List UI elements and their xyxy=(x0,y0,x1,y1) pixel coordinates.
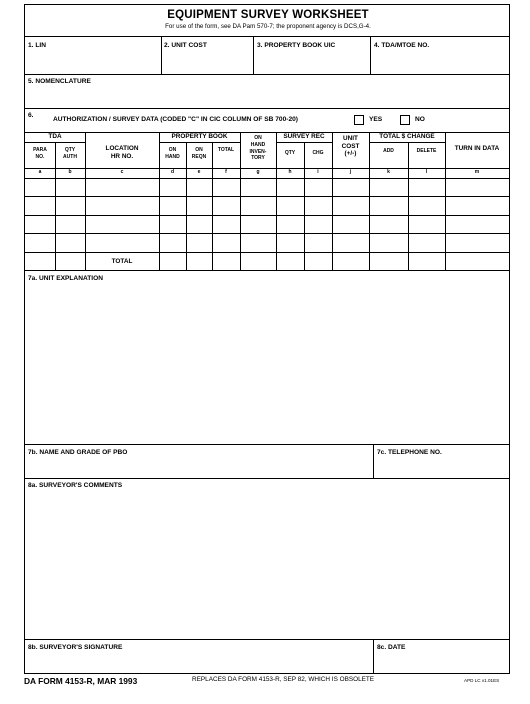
qty-auth-header-line1: QTY xyxy=(64,147,76,153)
on-reqn-header xyxy=(186,147,212,161)
total-row-cell[interactable] xyxy=(333,253,369,270)
table-row-cell[interactable] xyxy=(86,216,159,233)
form-subtitle: For use of the form, see DA Pam 570-7; the proponent agency is DCS,G-4. xyxy=(165,23,371,30)
unit-explanation-label: 7a. UNIT EXPLANATION xyxy=(28,275,103,282)
table-row-cell[interactable] xyxy=(26,197,55,215)
unit-cost-field[interactable] xyxy=(162,52,252,72)
inventory-header-line2: HAND xyxy=(250,141,266,148)
on-hand-header xyxy=(159,147,186,161)
divider xyxy=(369,142,445,143)
lin-field[interactable] xyxy=(26,52,160,72)
total-row-cell[interactable] xyxy=(187,253,212,270)
total-row-cell[interactable] xyxy=(241,253,276,270)
col-letter-k: k xyxy=(387,169,390,175)
qty-auth-header xyxy=(55,147,85,161)
table-row-cell[interactable] xyxy=(305,234,332,252)
divider xyxy=(25,108,509,109)
total-row-cell[interactable] xyxy=(160,253,186,270)
table-row-cell[interactable] xyxy=(409,197,445,215)
table-row-cell[interactable] xyxy=(213,216,240,233)
col-letter-b: b xyxy=(68,169,72,175)
table-row-cell[interactable] xyxy=(446,197,509,215)
table-row-cell[interactable] xyxy=(56,216,85,233)
table-row-cell[interactable] xyxy=(187,179,212,196)
on-reqn-header-line2: REQN xyxy=(191,154,207,160)
divider xyxy=(25,639,509,640)
property-book-uic-label: 3. PROPERTY BOOK UIC xyxy=(257,42,336,49)
nomenclature-label: 5. NOMENCLATURE xyxy=(28,78,91,85)
para-no-header-line1: PARA xyxy=(33,147,47,153)
table-row-cell[interactable] xyxy=(277,197,304,215)
form-title: EQUIPMENT SURVEY WORKSHEET xyxy=(167,9,369,21)
total-row-cell[interactable] xyxy=(409,253,445,270)
tda-mtoe-field[interactable] xyxy=(371,52,508,72)
date-label: 8c. DATE xyxy=(377,644,406,651)
table-row-cell[interactable] xyxy=(160,179,186,196)
table-row-cell[interactable] xyxy=(187,216,212,233)
col-letter-j: j xyxy=(349,169,352,175)
inventory-header-line1: ON xyxy=(254,135,262,141)
table-row-cell[interactable] xyxy=(305,179,332,196)
location-header-line1: LOCATION xyxy=(105,145,139,152)
table-row-cell[interactable] xyxy=(333,197,369,215)
authorization-survey-label: AUTHORIZATION / SURVEY DATA (CODED "C" IN CIC COLUMN OF SB 700-20) xyxy=(53,116,298,123)
table-row-cell[interactable] xyxy=(213,234,240,252)
total-change-group-header: TOTAL $ CHANGE xyxy=(379,133,435,140)
col-letter-e: e xyxy=(197,169,201,175)
delete-header: DELETE xyxy=(416,148,437,154)
equipment-survey-form xyxy=(24,4,510,674)
col-letter-c: c xyxy=(120,169,124,175)
table-row-cell[interactable] xyxy=(370,197,408,215)
surveyor-comments-field[interactable] xyxy=(26,492,508,637)
on-reqn-header-line1: ON xyxy=(195,147,203,153)
table-row-cell[interactable] xyxy=(26,216,55,233)
col-letter-i: i xyxy=(317,169,319,175)
table-row-cell[interactable] xyxy=(56,179,85,196)
col-letter-d: d xyxy=(170,169,175,175)
table-row-cell[interactable] xyxy=(160,234,186,252)
table-row-cell[interactable] xyxy=(305,197,332,215)
nomenclature-field[interactable] xyxy=(26,88,508,106)
yes-checkbox[interactable] xyxy=(354,115,364,125)
table-row-cell[interactable] xyxy=(187,197,212,215)
total-row-cell[interactable] xyxy=(26,253,55,270)
on-hand-header-line2: HAND xyxy=(165,154,180,160)
inventory-header-line4: TORY xyxy=(251,155,265,162)
col-letter-m: m xyxy=(474,169,480,175)
section-6-number: 6. xyxy=(28,112,34,119)
table-row-cell[interactable] xyxy=(213,179,240,196)
tda-group-header: TDA xyxy=(48,133,62,140)
divider xyxy=(25,74,509,75)
pb-total-header: TOTAL xyxy=(217,147,235,153)
table-row-cell[interactable] xyxy=(213,197,240,215)
table-row-cell[interactable] xyxy=(333,234,369,252)
divider xyxy=(25,270,509,271)
table-row-cell[interactable] xyxy=(446,234,509,252)
table-row-cell[interactable] xyxy=(370,216,408,233)
inventory-header-line3: INVEN- xyxy=(249,148,267,155)
no-label: NO xyxy=(415,116,425,123)
turn-in-data-header: TURN IN DATA xyxy=(454,145,500,152)
version-label: APD LC v1.01ES xyxy=(464,678,500,683)
on-hand-header-line1: ON xyxy=(168,147,177,153)
property-book-uic-field[interactable] xyxy=(254,52,369,72)
para-no-header-line2: NO. xyxy=(35,154,45,160)
total-row-label: TOTAL xyxy=(111,258,133,265)
divider xyxy=(159,142,240,143)
add-header: ADD xyxy=(383,148,394,154)
pbo-name-grade-label: 7b. NAME AND GRADE OF PBO xyxy=(28,449,128,456)
table-row-cell[interactable] xyxy=(86,234,159,252)
telephone-field[interactable] xyxy=(374,459,508,476)
qty-auth-header-line2: AUTH xyxy=(63,154,77,160)
survey-qty-header: QTY xyxy=(284,150,296,156)
total-row-cell[interactable] xyxy=(446,253,509,270)
table-row-cell[interactable] xyxy=(305,216,332,233)
tda-mtoe-label: 4. TDA/MTOE NO. xyxy=(374,42,430,49)
no-checkbox[interactable] xyxy=(400,115,410,125)
lin-label: 1. LIN xyxy=(28,42,46,49)
on-hand-inventory-header xyxy=(240,135,276,162)
table-row-cell[interactable] xyxy=(26,234,55,252)
table-row-cell[interactable] xyxy=(333,179,369,196)
unit-cost-header-line2: COST xyxy=(341,142,360,150)
col-letter-g: g xyxy=(256,169,260,175)
table-row-cell[interactable] xyxy=(370,179,408,196)
col-letter-l: l xyxy=(425,169,428,175)
total-row-cell[interactable] xyxy=(56,253,85,270)
table-row-cell[interactable] xyxy=(187,234,212,252)
table-row-cell[interactable] xyxy=(160,197,186,215)
unit-cost-header-line1: UNIT xyxy=(343,135,358,142)
table-row-cell[interactable] xyxy=(56,197,85,215)
pbo-name-grade-field[interactable] xyxy=(26,459,372,476)
date-field[interactable] xyxy=(374,654,508,672)
col-letter-f: f xyxy=(225,169,227,175)
property-book-group-header: PROPERTY BOOK xyxy=(171,133,228,140)
surveyor-comments-label: 8a. SURVEYOR'S COMMENTS xyxy=(28,482,123,489)
yes-label: YES xyxy=(369,116,383,123)
col-letter-h: h xyxy=(288,169,292,175)
form-identifier: DA FORM 4153-R, MAR 1993 xyxy=(24,676,138,686)
table-row-cell[interactable] xyxy=(446,179,509,196)
table-row-cell[interactable] xyxy=(409,216,445,233)
col-letter-a: a xyxy=(38,169,42,175)
table-row-cell[interactable] xyxy=(241,197,276,215)
divider xyxy=(25,444,509,445)
surveyor-signature-label: 8b. SURVEYOR'S SIGNATURE xyxy=(28,644,123,651)
total-row-cell[interactable] xyxy=(277,253,304,270)
total-row-cell[interactable] xyxy=(213,253,240,270)
total-row-cell[interactable] xyxy=(370,253,408,270)
total-row-cell[interactable] xyxy=(305,253,332,270)
survey-rec-group-header: SURVEY REC xyxy=(283,133,325,140)
replaces-notice: REPLACES DA FORM 4153-R, SEP 82, WHICH IS OBSOLETE xyxy=(192,676,375,683)
table-row-cell[interactable] xyxy=(241,234,276,252)
divider xyxy=(25,478,509,479)
table-row-cell[interactable] xyxy=(241,179,276,196)
unit-explanation-field[interactable] xyxy=(26,285,508,442)
table-row-cell[interactable] xyxy=(86,179,159,196)
location-header xyxy=(85,145,159,160)
table-row-cell[interactable] xyxy=(86,197,159,215)
telephone-label: 7c. TELEPHONE NO. xyxy=(377,449,442,456)
table-row-cell[interactable] xyxy=(277,216,304,233)
para-no-header xyxy=(25,147,55,161)
table-row-cell[interactable] xyxy=(409,234,445,252)
table-row-cell[interactable] xyxy=(333,216,369,233)
unit-cost-header xyxy=(332,135,369,158)
surveyor-signature-field[interactable] xyxy=(26,654,372,672)
table-row-cell[interactable] xyxy=(446,216,509,233)
table-row-cell[interactable] xyxy=(26,179,55,196)
location-header-line2: HR NO. xyxy=(110,152,134,160)
table-row-cell[interactable] xyxy=(160,216,186,233)
unit-cost-header-line3: (+/-) xyxy=(344,150,357,157)
table-row-cell[interactable] xyxy=(409,179,445,196)
table-row-cell[interactable] xyxy=(277,179,304,196)
table-row-cell[interactable] xyxy=(241,216,276,233)
survey-chg-header: CHG xyxy=(312,150,324,156)
divider xyxy=(25,36,509,37)
table-row-cell[interactable] xyxy=(56,234,85,252)
table-row-cell[interactable] xyxy=(370,234,408,252)
table-row-cell[interactable] xyxy=(277,234,304,252)
unit-cost-label: 2. UNIT COST xyxy=(164,42,207,49)
